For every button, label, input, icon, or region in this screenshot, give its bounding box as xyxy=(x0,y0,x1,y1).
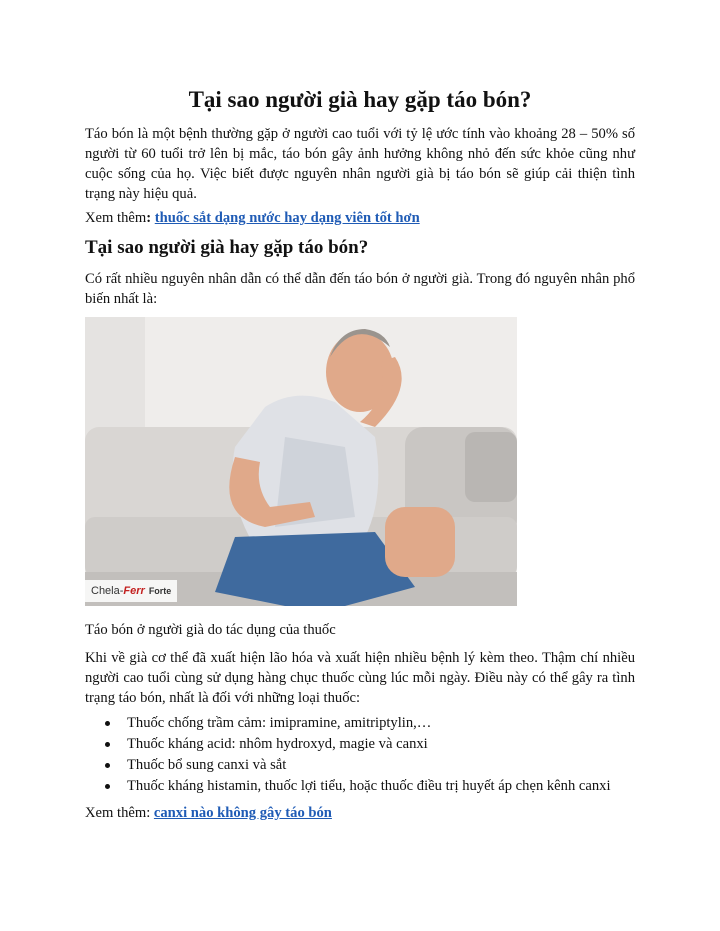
see-more-colon: : xyxy=(146,210,152,226)
bullet-icon xyxy=(105,742,110,747)
medication-paragraph: Khi về già cơ thể đã xuất hiện lão hóa và xuất hiện nhiều bệnh lý kèm theo. Thậm chí nhiều người cao tuổi cùng sử dụng hàng chục thuốc cùng lúc mỗi ngày. Điều này có thể gây ra tình trạng táo bón, nhất là đối với những loại thuốc: xyxy=(85,650,635,706)
list-item: Thuốc chống trầm cảm: imipramine, amitriptylin,… xyxy=(85,713,645,734)
see-more-label: Xem thêm: xyxy=(85,805,154,821)
see-more-label: Xem thêm xyxy=(85,210,147,226)
bullet-icon xyxy=(105,721,110,726)
link-iron-supplement[interactable]: thuốc sắt dạng nước hay dạng viên tốt hơn xyxy=(154,210,420,226)
image-caption: Táo bón ở người già do tác dụng của thuốc xyxy=(85,622,336,638)
list-item: Thuốc kháng histamin, thuốc lợi tiểu, hoặc thuốc điều trị huyết áp chẹn kênh canxi xyxy=(85,776,645,797)
section-heading: Tại sao người già hay gặp táo bón? xyxy=(85,237,369,258)
bullet-icon xyxy=(105,763,110,768)
page-title: Tại sao người già hay gặp táo bón? xyxy=(188,87,532,112)
article-photo xyxy=(85,317,517,606)
man-stomach-pain-illustration xyxy=(85,317,517,606)
medication-list xyxy=(85,713,645,797)
intro-paragraph: Táo bón là một bệnh thường gặp ở người cao tuổi với tỷ lệ ước tính vào khoảng 28 – 50% số người từ 60 tuổi trở lên bị mắc, táo bón gây ảnh hưởng không nhỏ đến sức khỏe cũng như cuộc sống của họ. Việc biết được nguyên nhân người già bị táo bón sẽ giúp cải thiện tình trạng này hiệu quả. xyxy=(85,126,635,202)
causes-intro-paragraph: Có rất nhiều nguyên nhân dẫn có thể dẫn đến táo bón ở người già. Trong đó nguyên nhân phổ biến nhất là: xyxy=(85,271,635,307)
see-more-line-2 xyxy=(85,803,635,823)
see-more-line-1 xyxy=(85,208,635,228)
bullet-icon xyxy=(105,784,110,789)
list-item: Thuốc kháng acid: nhôm hydroxyd, magie và canxi xyxy=(85,734,645,755)
list-item: Thuốc bổ sung canxi và sắt xyxy=(85,755,645,776)
link-calcium[interactable]: canxi nào không gây táo bón xyxy=(153,805,332,821)
brand-logo: Chela- Ferr Forte xyxy=(85,580,177,602)
